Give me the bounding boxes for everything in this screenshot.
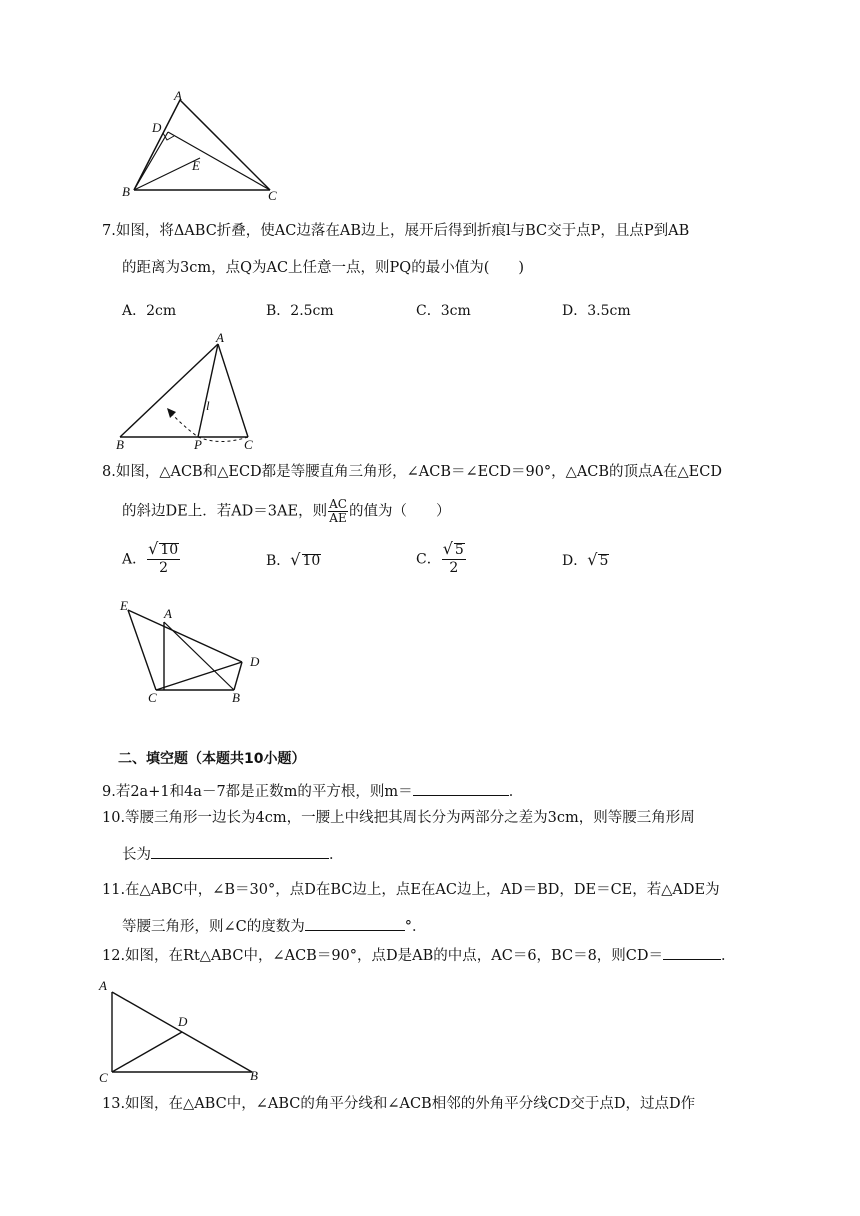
q11-line1: 11.在△ABC中，∠B＝30°，点D在BC边上，点E在AC边上，AD＝BD，DE＝CE，若△ADE为 (102, 882, 720, 898)
label-p: P (194, 437, 202, 452)
q9: 9.若2a+1和4a－7都是正数m的平方根，则m＝ ． (102, 780, 523, 802)
q13: 13.如图，在△ABC中，∠ABC的角平分线和∠ACB相邻的外角平分线CD交于点D，过点D作 (102, 1096, 696, 1112)
q7-stem-line2: 的距离为3cm，点Q为AC上任意一点，则PQ的最小值为( ) (122, 260, 525, 276)
section-heading: 二、填空题（本题共10小题） (118, 751, 306, 767)
label-d: D (178, 1014, 188, 1029)
q8-stem-pre: 的斜边DE上．若AD＝3AE，则 (122, 503, 328, 520)
q10-line1: 10.等腰三角形一边长为4cm，一腰上中线把其周长分为两部分之差为3cm，则等腰三角形周 (102, 810, 695, 826)
label-b: B (232, 690, 240, 705)
q10-answer-blank[interactable] (151, 843, 329, 859)
label-b: B (122, 184, 130, 199)
q8-choice-c[interactable]: C． $\frac{√ 5}{2}$ (416, 539, 464, 576)
q8-stem-post: 的值为（ ） (348, 503, 451, 520)
label-b: B (116, 437, 124, 452)
q8-stem-line2 (122, 498, 450, 525)
label-d: D (250, 654, 260, 669)
label-a: A (164, 606, 172, 621)
label-e: E (120, 598, 128, 613)
q8-frac-den: AE (329, 511, 347, 525)
label-a: A (174, 88, 182, 103)
label-d: D (152, 120, 162, 135)
q11-line2: 等腰三角形，则∠C的度数为 °． (122, 915, 427, 937)
figure-q6 (118, 88, 288, 203)
label-a: A (99, 978, 107, 993)
label-e: E (192, 158, 200, 173)
q8-choice-d[interactable]: D．√ 5 (562, 550, 609, 569)
figure-q8 (112, 596, 272, 706)
q7-choice-d[interactable]: D．3.5cm (562, 303, 631, 319)
q10-line2: 长为 ． (122, 843, 344, 865)
q8-fraction (328, 498, 348, 525)
label-a: A (216, 330, 224, 345)
q7-choice-c[interactable]: C．3cm (416, 303, 471, 319)
label-c: C (148, 690, 157, 705)
q7-choice-b[interactable]: B．2.5cm (266, 303, 334, 319)
q7-stem-line1: 7.如图，将ΔABC折叠，使AC边落在AB边上，展开后得到折痕l与BC交于点P，且点P到AB (102, 223, 690, 239)
q8-frac-num: AC (329, 497, 347, 511)
label-l: l (206, 398, 210, 413)
q8-stem-line1: 8.如图，△ACB和△ECD都是等腰直角三角形，∠ACB＝∠ECD＝90°，△ACB的顶点A在△ECD (102, 464, 722, 480)
figure-q7 (110, 330, 270, 455)
label-c: C (268, 188, 277, 203)
q12: 12.如图，在Rt△ABC中，∠ACB＝90°，点D是AB的中点，AC＝6，BC＝8，则CD＝ ． (102, 944, 736, 966)
q11-answer-blank[interactable] (305, 915, 405, 931)
label-c: C (99, 1070, 108, 1085)
figure-q12 (94, 974, 274, 1086)
q8-choice-a[interactable]: A． $\frac{√ 10}{2}$ (122, 539, 179, 576)
q7-choice-a[interactable]: A．2cm (122, 303, 177, 319)
label-c: C (244, 437, 253, 452)
q12-answer-blank[interactable] (663, 944, 721, 960)
q9-answer-blank[interactable] (413, 780, 509, 796)
q8-choice-b[interactable]: B．√ 10 (266, 550, 321, 569)
label-b: B (250, 1068, 258, 1083)
